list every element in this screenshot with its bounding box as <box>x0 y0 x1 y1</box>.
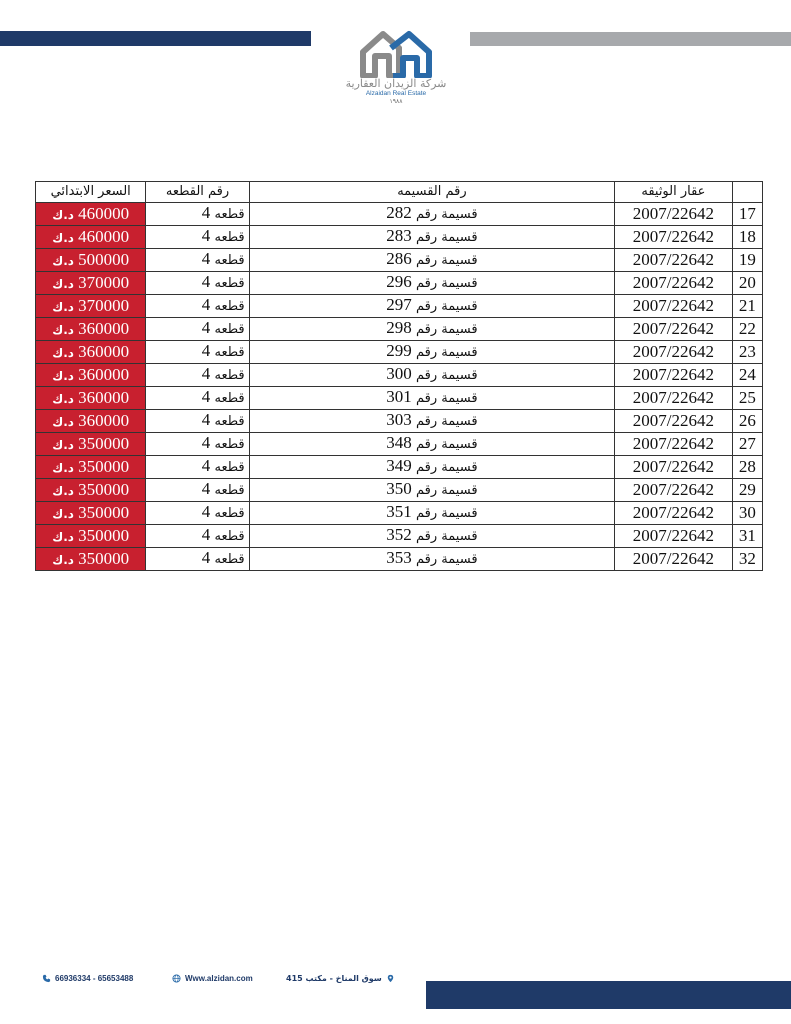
row-price <box>36 226 146 249</box>
row-price-currency: د.ك <box>52 506 74 521</box>
table-row <box>36 548 763 571</box>
top-right-accent-bar <box>470 32 791 46</box>
row-number: 22 <box>732 318 762 341</box>
row-block-number: 4 <box>201 479 211 499</box>
row-block <box>146 456 249 479</box>
row-deed: 2007/22642 <box>615 525 732 548</box>
row-number: 20 <box>732 272 762 295</box>
row-parcel <box>249 318 615 341</box>
row-parcel <box>249 479 615 502</box>
row-price <box>36 433 146 456</box>
row-deed: 2007/22642 <box>615 203 732 226</box>
row-parcel <box>249 456 615 479</box>
bottom-accent-bar <box>426 981 791 1009</box>
logo-name-english: Alzaidan Real Estate <box>365 90 427 97</box>
row-block-number: 4 <box>201 387 211 407</box>
row-price-currency: د.ك <box>52 299 74 314</box>
row-deed: 2007/22642 <box>615 364 732 387</box>
table-row <box>36 387 763 410</box>
row-deed: 2007/22642 <box>615 502 732 525</box>
row-price <box>36 502 146 525</box>
row-number: 31 <box>732 525 762 548</box>
row-parcel-prefix: قسيمة رقم <box>416 414 478 430</box>
row-parcel <box>249 272 615 295</box>
row-deed: 2007/22642 <box>615 249 732 272</box>
row-price <box>36 456 146 479</box>
header-deed: عقار الوثيقه <box>615 182 732 203</box>
row-block <box>146 341 249 364</box>
globe-icon <box>172 974 181 983</box>
row-block <box>146 226 249 249</box>
row-block-number: 4 <box>201 433 211 453</box>
row-parcel-prefix: قسيمة رقم <box>416 276 478 292</box>
row-parcel-number: 301 <box>386 387 412 407</box>
row-number: 29 <box>732 479 762 502</box>
row-block <box>146 249 249 272</box>
row-block-number: 4 <box>201 410 211 430</box>
row-parcel <box>249 502 615 525</box>
row-parcel <box>249 525 615 548</box>
row-number: 30 <box>732 502 762 525</box>
row-block-prefix: قطعه <box>214 276 245 292</box>
row-price-value: 350000 <box>78 502 130 522</box>
row-block <box>146 433 249 456</box>
row-parcel-prefix: قسيمة رقم <box>416 322 478 338</box>
footer-phones <box>42 974 133 983</box>
table-row <box>36 272 763 295</box>
row-parcel <box>249 203 615 226</box>
table-row <box>36 479 763 502</box>
plots-price-table <box>35 181 763 571</box>
row-deed: 2007/22642 <box>615 479 732 502</box>
row-parcel-prefix: قسيمة رقم <box>416 391 478 407</box>
logo-name-arabic: شركة الزيدان العقارية <box>345 77 447 90</box>
row-price-value: 460000 <box>78 226 130 246</box>
row-block <box>146 387 249 410</box>
row-deed: 2007/22642 <box>615 410 732 433</box>
row-parcel-prefix: قسيمة رقم <box>416 437 478 453</box>
table-row <box>36 318 763 341</box>
row-price-currency: د.ك <box>52 230 74 245</box>
row-number: 32 <box>732 548 762 571</box>
row-price <box>36 548 146 571</box>
row-block-number: 4 <box>201 272 211 292</box>
footer-address <box>286 974 395 983</box>
row-price <box>36 525 146 548</box>
row-price-value: 370000 <box>78 272 130 292</box>
row-block-prefix: قطعه <box>214 460 245 476</box>
row-block-number: 4 <box>201 249 211 269</box>
row-block <box>146 502 249 525</box>
table-row <box>36 295 763 318</box>
row-parcel-number: 286 <box>386 249 412 269</box>
logo-year: ١٩٨٨ <box>389 98 403 105</box>
row-price-currency: د.ك <box>52 437 74 452</box>
row-block-number: 4 <box>201 203 211 223</box>
row-block-prefix: قطعه <box>214 529 245 545</box>
row-price-value: 350000 <box>78 525 130 545</box>
header-block: رقم القطعه <box>146 182 249 203</box>
header-number <box>732 182 762 203</box>
top-left-accent-bar <box>0 31 311 46</box>
row-block <box>146 410 249 433</box>
row-block-prefix: قطعه <box>214 506 245 522</box>
row-parcel-number: 297 <box>386 295 412 315</box>
row-deed: 2007/22642 <box>615 548 732 571</box>
row-parcel-number: 352 <box>386 525 412 545</box>
row-parcel-prefix: قسيمة رقم <box>416 299 478 315</box>
row-number: 26 <box>732 410 762 433</box>
row-parcel-number: 299 <box>386 341 412 361</box>
row-block <box>146 272 249 295</box>
row-deed: 2007/22642 <box>615 318 732 341</box>
row-price-currency: د.ك <box>52 529 74 544</box>
row-block-number: 4 <box>201 341 211 361</box>
row-deed: 2007/22642 <box>615 341 732 364</box>
row-number: 23 <box>732 341 762 364</box>
row-price <box>36 341 146 364</box>
row-parcel-number: 353 <box>386 548 412 568</box>
row-block-number: 4 <box>201 456 211 476</box>
row-price <box>36 249 146 272</box>
footer-website-text[interactable]: Www.alzidan.com <box>185 974 253 983</box>
row-parcel-number: 349 <box>386 456 412 476</box>
row-parcel <box>249 249 615 272</box>
row-parcel-prefix: قسيمة رقم <box>416 368 478 384</box>
row-price-value: 350000 <box>78 456 130 476</box>
table-row <box>36 525 763 548</box>
row-parcel <box>249 433 615 456</box>
row-block-prefix: قطعه <box>214 414 245 430</box>
row-deed: 2007/22642 <box>615 387 732 410</box>
row-price-currency: د.ك <box>52 483 74 498</box>
row-parcel <box>249 226 615 249</box>
row-price <box>36 203 146 226</box>
row-parcel-prefix: قسيمة رقم <box>416 230 478 246</box>
row-price-currency: د.ك <box>52 391 74 406</box>
row-price-value: 370000 <box>78 295 130 315</box>
row-price <box>36 364 146 387</box>
footer-website <box>172 974 253 983</box>
row-parcel-prefix: قسيمة رقم <box>416 207 478 223</box>
table-row <box>36 433 763 456</box>
row-deed: 2007/22642 <box>615 272 732 295</box>
row-price <box>36 295 146 318</box>
row-block-prefix: قطعه <box>214 253 245 269</box>
row-block-prefix: قطعه <box>214 345 245 361</box>
row-price <box>36 272 146 295</box>
row-price-value: 500000 <box>78 249 130 269</box>
row-block <box>146 295 249 318</box>
row-parcel <box>249 548 615 571</box>
location-pin-icon <box>386 974 395 983</box>
row-parcel-number: 351 <box>386 502 412 522</box>
row-parcel-prefix: قسيمة رقم <box>416 345 478 361</box>
row-price-currency: د.ك <box>52 460 74 475</box>
row-price <box>36 479 146 502</box>
row-block-prefix: قطعه <box>214 552 245 568</box>
row-price-currency: د.ك <box>52 276 74 291</box>
row-number: 19 <box>732 249 762 272</box>
row-price-currency: د.ك <box>52 345 74 360</box>
row-block <box>146 479 249 502</box>
table-header-row <box>36 182 763 203</box>
row-parcel-number: 283 <box>386 226 412 246</box>
phone-icon <box>42 974 51 983</box>
table-row <box>36 341 763 364</box>
row-price-currency: د.ك <box>52 414 74 429</box>
row-price-currency: د.ك <box>52 207 74 222</box>
row-block-prefix: قطعه <box>214 391 245 407</box>
row-deed: 2007/22642 <box>615 456 732 479</box>
row-block-prefix: قطعه <box>214 437 245 453</box>
row-block <box>146 364 249 387</box>
row-block-prefix: قطعه <box>214 299 245 315</box>
row-block-number: 4 <box>201 548 211 568</box>
row-block-number: 4 <box>201 525 211 545</box>
row-block-number: 4 <box>201 295 211 315</box>
row-price-value: 460000 <box>78 203 130 223</box>
row-parcel-number: 303 <box>386 410 412 430</box>
row-block <box>146 203 249 226</box>
row-parcel-number: 296 <box>386 272 412 292</box>
row-block-prefix: قطعه <box>214 483 245 499</box>
row-number: 18 <box>732 226 762 249</box>
row-price-currency: د.ك <box>52 368 74 383</box>
row-price-currency: د.ك <box>52 552 74 567</box>
row-deed: 2007/22642 <box>615 433 732 456</box>
row-block-number: 4 <box>201 226 211 246</box>
row-number: 17 <box>732 203 762 226</box>
row-number: 25 <box>732 387 762 410</box>
row-price-value: 360000 <box>78 341 130 361</box>
table-row <box>36 226 763 249</box>
row-parcel-prefix: قسيمة رقم <box>416 506 478 522</box>
row-block-prefix: قطعه <box>214 322 245 338</box>
row-block <box>146 548 249 571</box>
row-parcel <box>249 387 615 410</box>
row-price <box>36 387 146 410</box>
row-parcel <box>249 364 615 387</box>
company-logo <box>340 28 452 123</box>
row-number: 28 <box>732 456 762 479</box>
row-price-currency: د.ك <box>52 253 74 268</box>
row-block-number: 4 <box>201 318 211 338</box>
house-logo-icon <box>359 28 433 78</box>
row-parcel <box>249 410 615 433</box>
row-parcel-prefix: قسيمة رقم <box>416 460 478 476</box>
row-block-number: 4 <box>201 364 211 384</box>
row-price-value: 360000 <box>78 364 130 384</box>
row-parcel-prefix: قسيمة رقم <box>416 552 478 568</box>
row-price-currency: د.ك <box>52 322 74 337</box>
table-row <box>36 203 763 226</box>
row-parcel-number: 348 <box>386 433 412 453</box>
row-block-prefix: قطعه <box>214 207 245 223</box>
row-number: 27 <box>732 433 762 456</box>
row-block <box>146 525 249 548</box>
row-price-value: 350000 <box>78 548 130 568</box>
row-price-value: 360000 <box>78 410 130 430</box>
table-row <box>36 502 763 525</box>
table-row <box>36 410 763 433</box>
row-deed: 2007/22642 <box>615 295 732 318</box>
row-parcel-number: 282 <box>386 203 412 223</box>
row-parcel-number: 350 <box>386 479 412 499</box>
row-number: 24 <box>732 364 762 387</box>
row-price <box>36 410 146 433</box>
row-price <box>36 318 146 341</box>
row-price-value: 360000 <box>78 318 130 338</box>
row-block-number: 4 <box>201 502 211 522</box>
table-row <box>36 456 763 479</box>
row-parcel-prefix: قسيمة رقم <box>416 529 478 545</box>
row-price-value: 350000 <box>78 479 130 499</box>
row-number: 21 <box>732 295 762 318</box>
row-price-value: 360000 <box>78 387 130 407</box>
row-block <box>146 318 249 341</box>
table-row <box>36 249 763 272</box>
row-deed: 2007/22642 <box>615 226 732 249</box>
row-parcel-prefix: قسيمة رقم <box>416 483 478 499</box>
table-row <box>36 364 763 387</box>
header-starting-price: السعر الابتدائي <box>36 182 146 203</box>
header-parcel: رقم القسيمه <box>249 182 615 203</box>
row-parcel <box>249 295 615 318</box>
row-parcel <box>249 341 615 364</box>
footer-phones-text: 66936334 - 65653488 <box>55 974 134 983</box>
row-parcel-number: 298 <box>386 318 412 338</box>
row-parcel-prefix: قسيمة رقم <box>416 253 478 269</box>
row-parcel-number: 300 <box>386 364 412 384</box>
row-block-prefix: قطعه <box>214 230 245 246</box>
row-price-value: 350000 <box>78 433 130 453</box>
row-block-prefix: قطعه <box>214 368 245 384</box>
footer-address-text: سوق المناخ - مكتب 415 <box>286 974 382 983</box>
